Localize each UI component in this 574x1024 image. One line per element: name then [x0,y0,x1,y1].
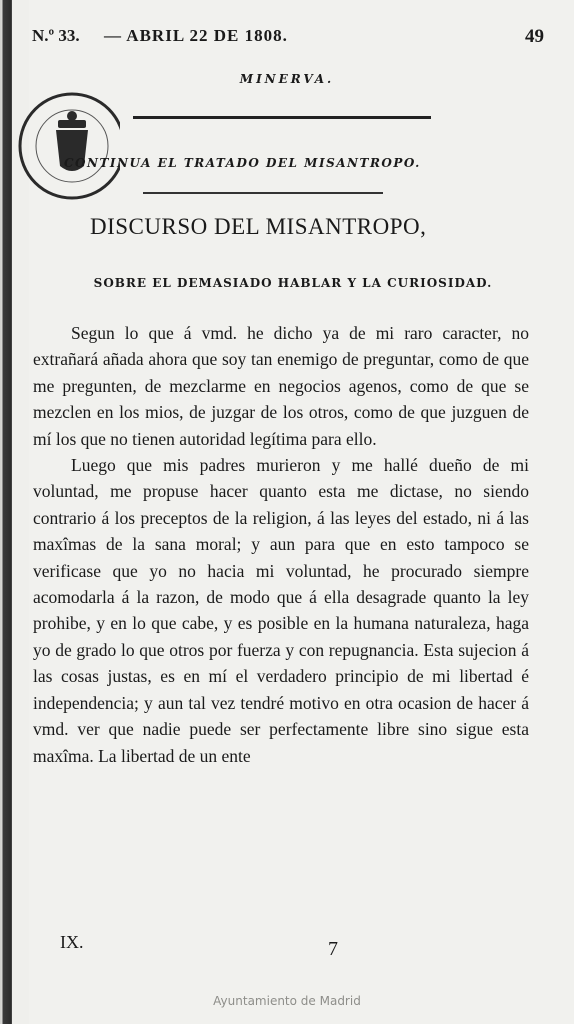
journal-title: MINERVA. [239,72,335,86]
article-title: DISCURSO DEL MISANTROPO, [90,214,427,239]
article-subtitle: SOBRE EL DEMASIADO HABLAR Y LA CURIOSIDAD. [93,276,493,290]
article-body [33,320,529,769]
continuation-note: CONTINUA EL TRATADO DEL MISANTROPO. [64,156,421,170]
section-rule [143,192,383,194]
header-rule [133,116,431,119]
page-header [32,26,552,54]
paragraph: Segun lo que á vmd. he dicho ya de mi raro caracter, no extrañará añada ahora que soy tan enemigo de preguntar, como de que me pregunten, de mezclarme en negocios agenos, como de que se mezclen en los mios, de juzgar de los otros, como de que juzguen de mí los que no tienen autoridad legítima para ello. [33,323,529,449]
signature-mark: 7 [328,938,338,960]
archive-credit: Ayuntamiento de Madrid [213,994,361,1008]
issue-number: N.º 33. [32,26,80,45]
page-number: 49 [525,26,544,47]
issue-date: — ABRIL 22 DE 1808. [104,26,288,45]
paragraph: Luego que mis padres murieron y me hallé dueño de mi voluntad, me propuse hacer quanto esta me dictase, no siendo contrario á los preceptos de la religion, á las leyes del estado, ni á las maxîmas de la sana moral; y aun para que en esto tampoco se verificase que yo no hacia mi voluntad, he procurado siempre acomodarla á la razon, de modo que á ella desagrade quanto la ley prohibe, y en lo que cabe, y es posible en la humana naturaleza, haga yo de grado lo que otros por fuerza y con repugnancia. Esta sujecion á las cosas justas, es en mí el verdadero principio de mi libertad é independencia; y aun tal vez tendré motivo en otra ocasion de hacer á vmd. ver que nadie puede ser perfectamente libre sino sigue esta maxîma. La libertad de un ente [33,455,529,766]
volume-mark: IX. [60,932,84,952]
